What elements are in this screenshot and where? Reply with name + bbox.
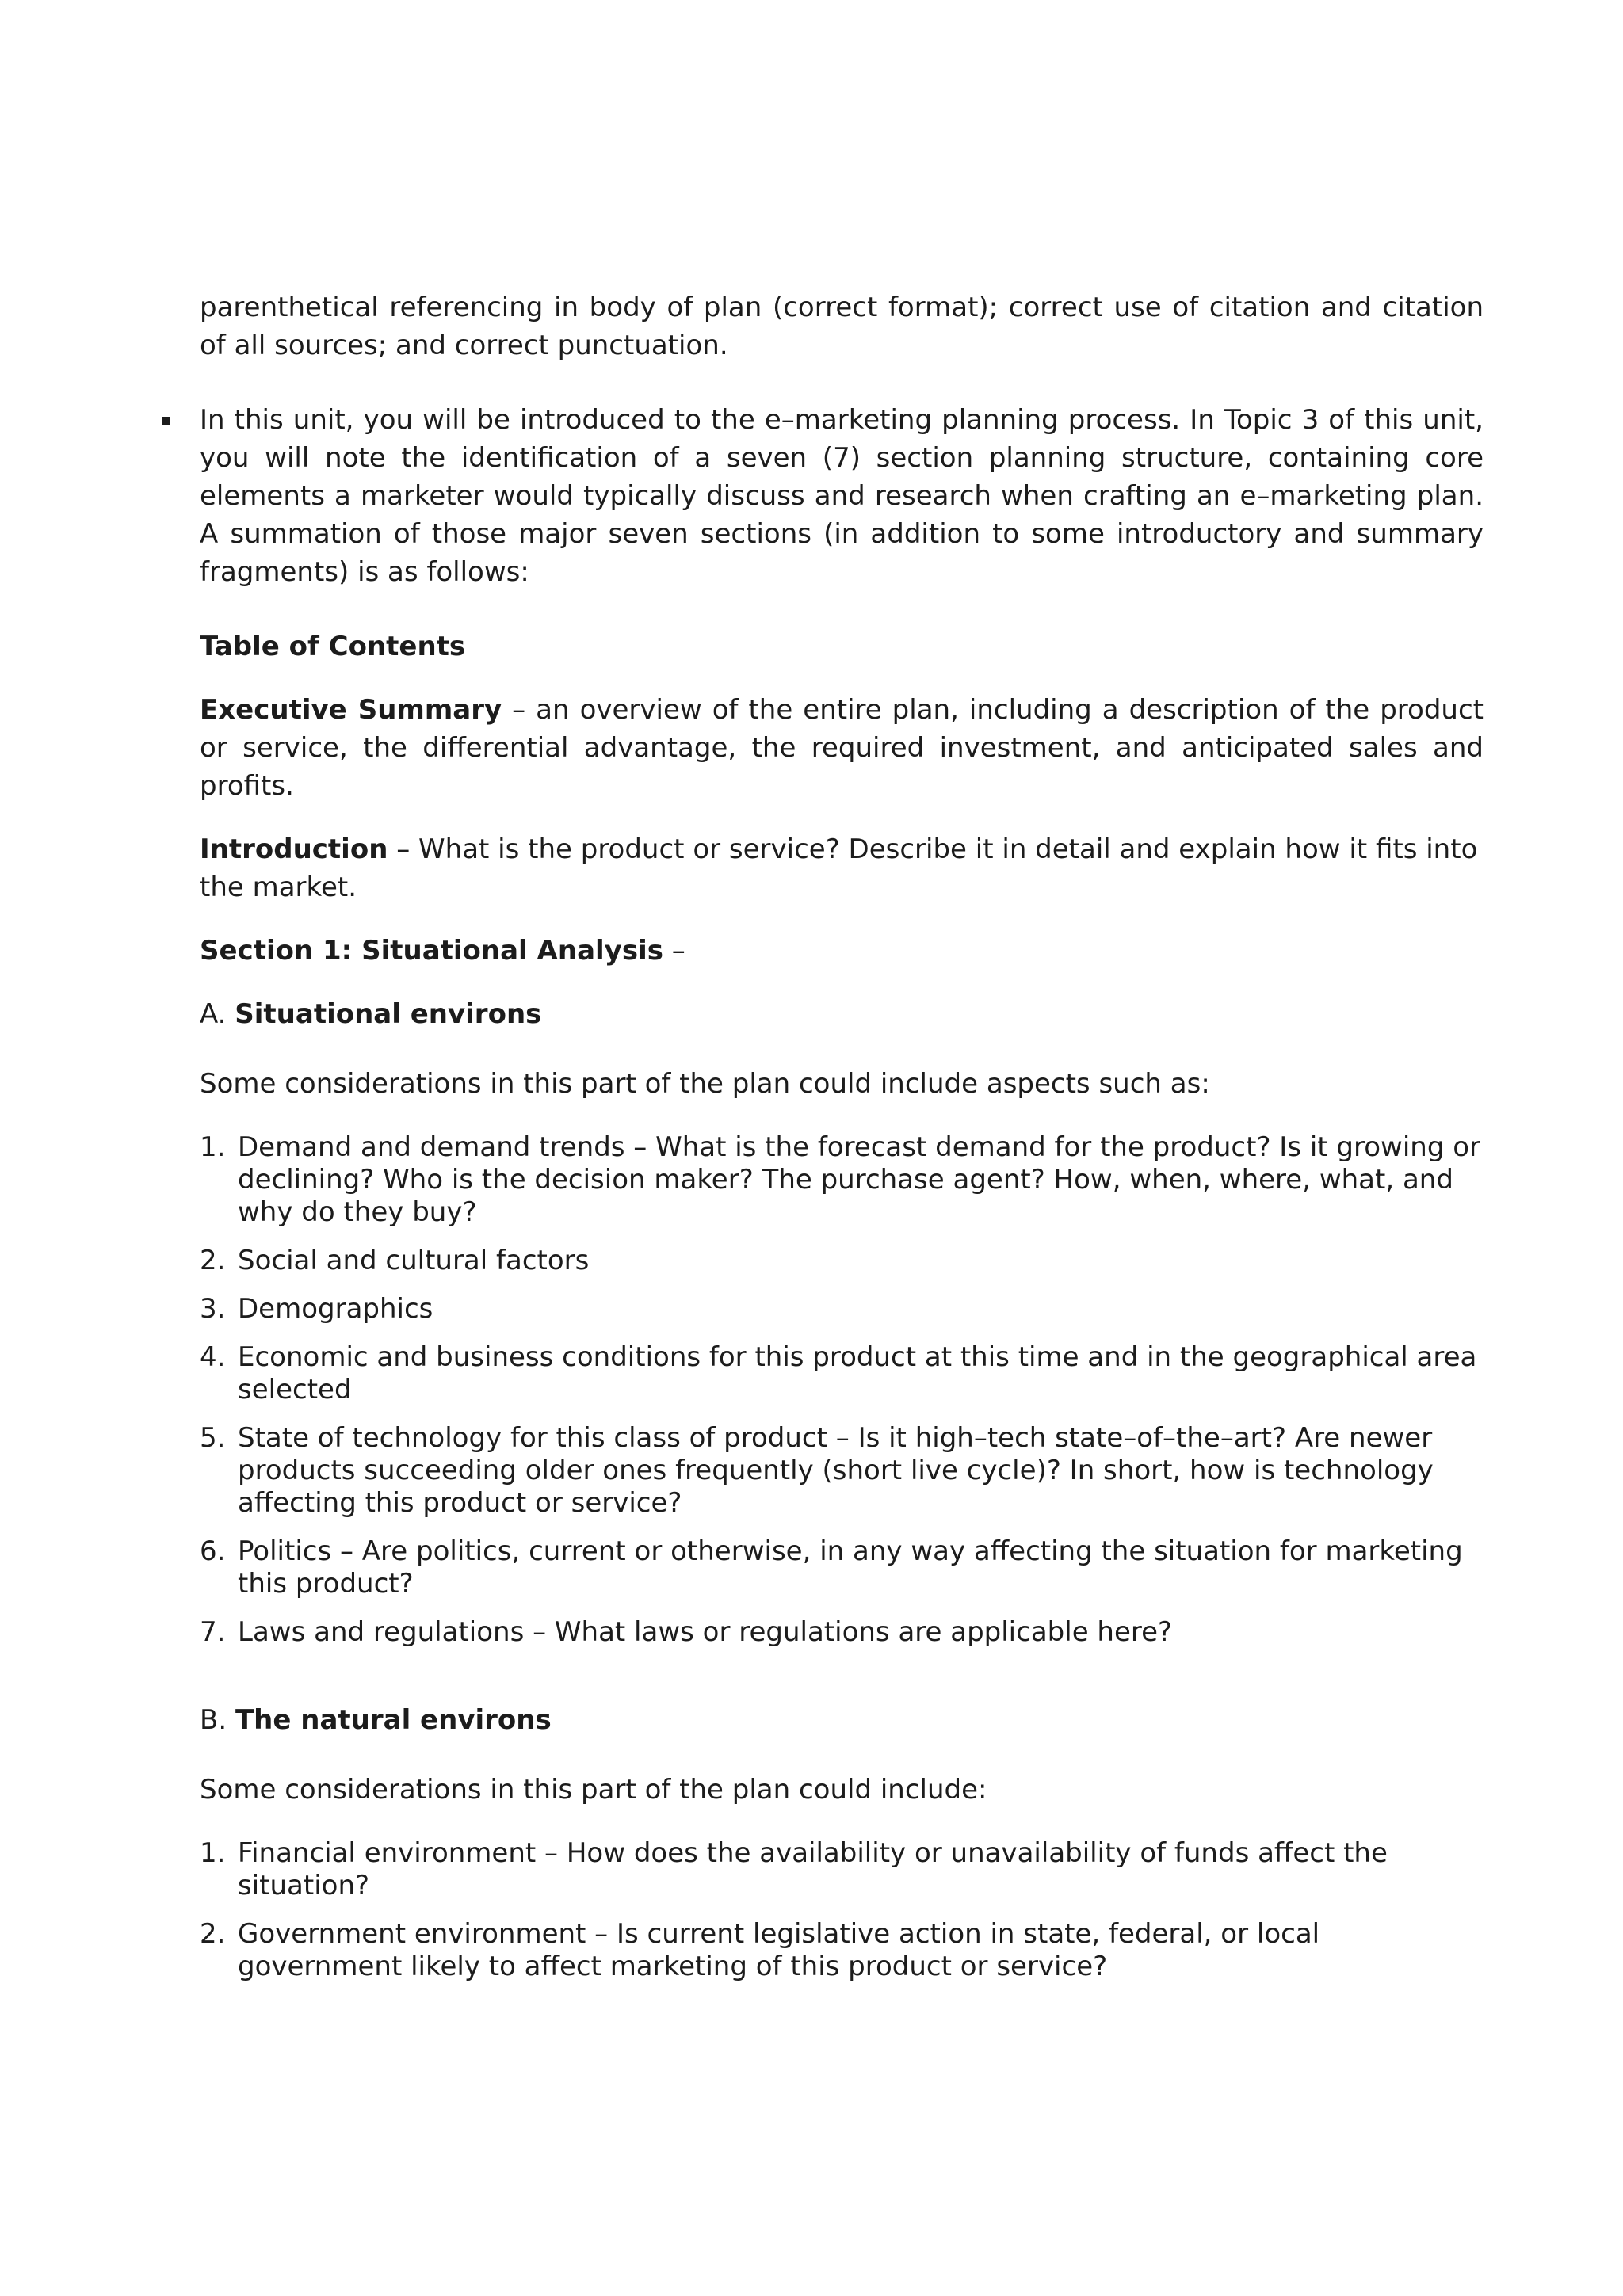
section1-suffix: – <box>663 935 685 967</box>
list-item-text: Politics – Are politics, current or otherwise, in any way affecting the situation for marketing this product? <box>238 1535 1463 1600</box>
continued-paragraph: parenthetical referencing in body of plan (correct format); correct use of citation and citation of all sources; and correct punctuation. <box>200 292 1484 361</box>
list-item-text: Demand and demand trends – What is the forecast demand for the product? Is it growing or declining? Who is the decision maker? The purchase agent? How, when, where, what, and why do they buy? <box>238 1131 1481 1228</box>
subsection-b-intro: Some considerations in this part of the plan could include: <box>200 1774 987 1806</box>
introduction-text: – What is the product or service? Describe it in detail and explain how it fits into the market. <box>200 833 1478 903</box>
subsection-b-list <box>200 1837 1484 1983</box>
list-item-number: 6. <box>200 1535 226 1567</box>
list-item-text: State of technology for this class of product – Is it high–tech state–of–the–art? Are newer products succeeding older ones frequently (short live cycle)? In short, how is technology affecting this product or service? <box>238 1422 1434 1519</box>
section1-heading <box>200 932 1484 970</box>
list-item <box>200 1422 1484 1520</box>
bullet-paragraph <box>200 401 1484 591</box>
section1-label: Section 1: Situational Analysis <box>200 935 663 967</box>
square-bullet-icon <box>162 417 170 425</box>
subsection-a-intro: Some considerations in this part of the plan could include aspects such as: <box>200 1068 1210 1100</box>
list-item-number: 7. <box>200 1616 226 1648</box>
executive-summary-label: Executive Summary <box>200 694 502 726</box>
list-item-text: Economic and business conditions for this product at this time and in the geographical area selected <box>238 1341 1477 1405</box>
list-item <box>200 1245 1484 1277</box>
list-item-text: Laws and regulations – What laws or regulations are applicable here? <box>238 1616 1173 1648</box>
list-item <box>200 1131 1484 1229</box>
bullet-text: In this unit, you will be introduced to the e–marketing planning process. In Topic 3 of this unit, you will note the identification of a seven (7) section planning structure, containing core elements a marketer would typically discuss and research when crafting an e–marketing plan. A summation of those major seven sections (in addition to some introductory and summary fragments) is as follows: <box>200 404 1484 588</box>
list-item <box>200 1341 1484 1406</box>
subsection-a-heading <box>200 995 1484 1033</box>
toc-heading: Table of Contents <box>200 631 466 662</box>
subsection-a-title: Situational environs <box>235 998 542 1030</box>
introduction-paragraph <box>200 830 1484 906</box>
list-item-number: 2. <box>200 1918 226 1950</box>
list-item <box>200 1293 1484 1325</box>
list-item-number: 3. <box>200 1293 226 1325</box>
list-item-number: 2. <box>200 1245 226 1276</box>
executive-summary-paragraph <box>200 691 1484 805</box>
subsection-b-heading <box>200 1701 1484 1739</box>
subsection-a-list <box>200 1131 1484 1649</box>
list-item-text: Financial environment – How does the availability or unavailability of funds affect the situation? <box>238 1837 1388 1901</box>
list-item <box>200 1535 1484 1600</box>
list-item-number: 1. <box>200 1837 226 1869</box>
list-item-number: 1. <box>200 1131 226 1163</box>
subsection-b-title: The natural environs <box>235 1704 552 1736</box>
list-item-number: 4. <box>200 1341 226 1373</box>
list-item <box>200 1918 1484 1983</box>
list-item <box>200 1616 1484 1649</box>
executive-summary-text: – an overview of the entire plan, including a description of the product or service, the differential advantage, the required investment, and anticipated sales and profits. <box>200 694 1484 802</box>
introduction-label: Introduction <box>200 833 388 865</box>
document-page <box>200 288 1484 1999</box>
list-item <box>200 1837 1484 1902</box>
list-item-number: 5. <box>200 1422 226 1454</box>
subsection-a-prefix: A. <box>200 998 235 1030</box>
list-item-text: Demographics <box>238 1293 433 1325</box>
list-item-text: Social and cultural factors <box>238 1245 590 1276</box>
subsection-b-prefix: B. <box>200 1704 235 1736</box>
list-item-text: Government environment – Is current legislative action in state, federal, or local government likely to affect marketing of this product or service? <box>238 1918 1320 1982</box>
